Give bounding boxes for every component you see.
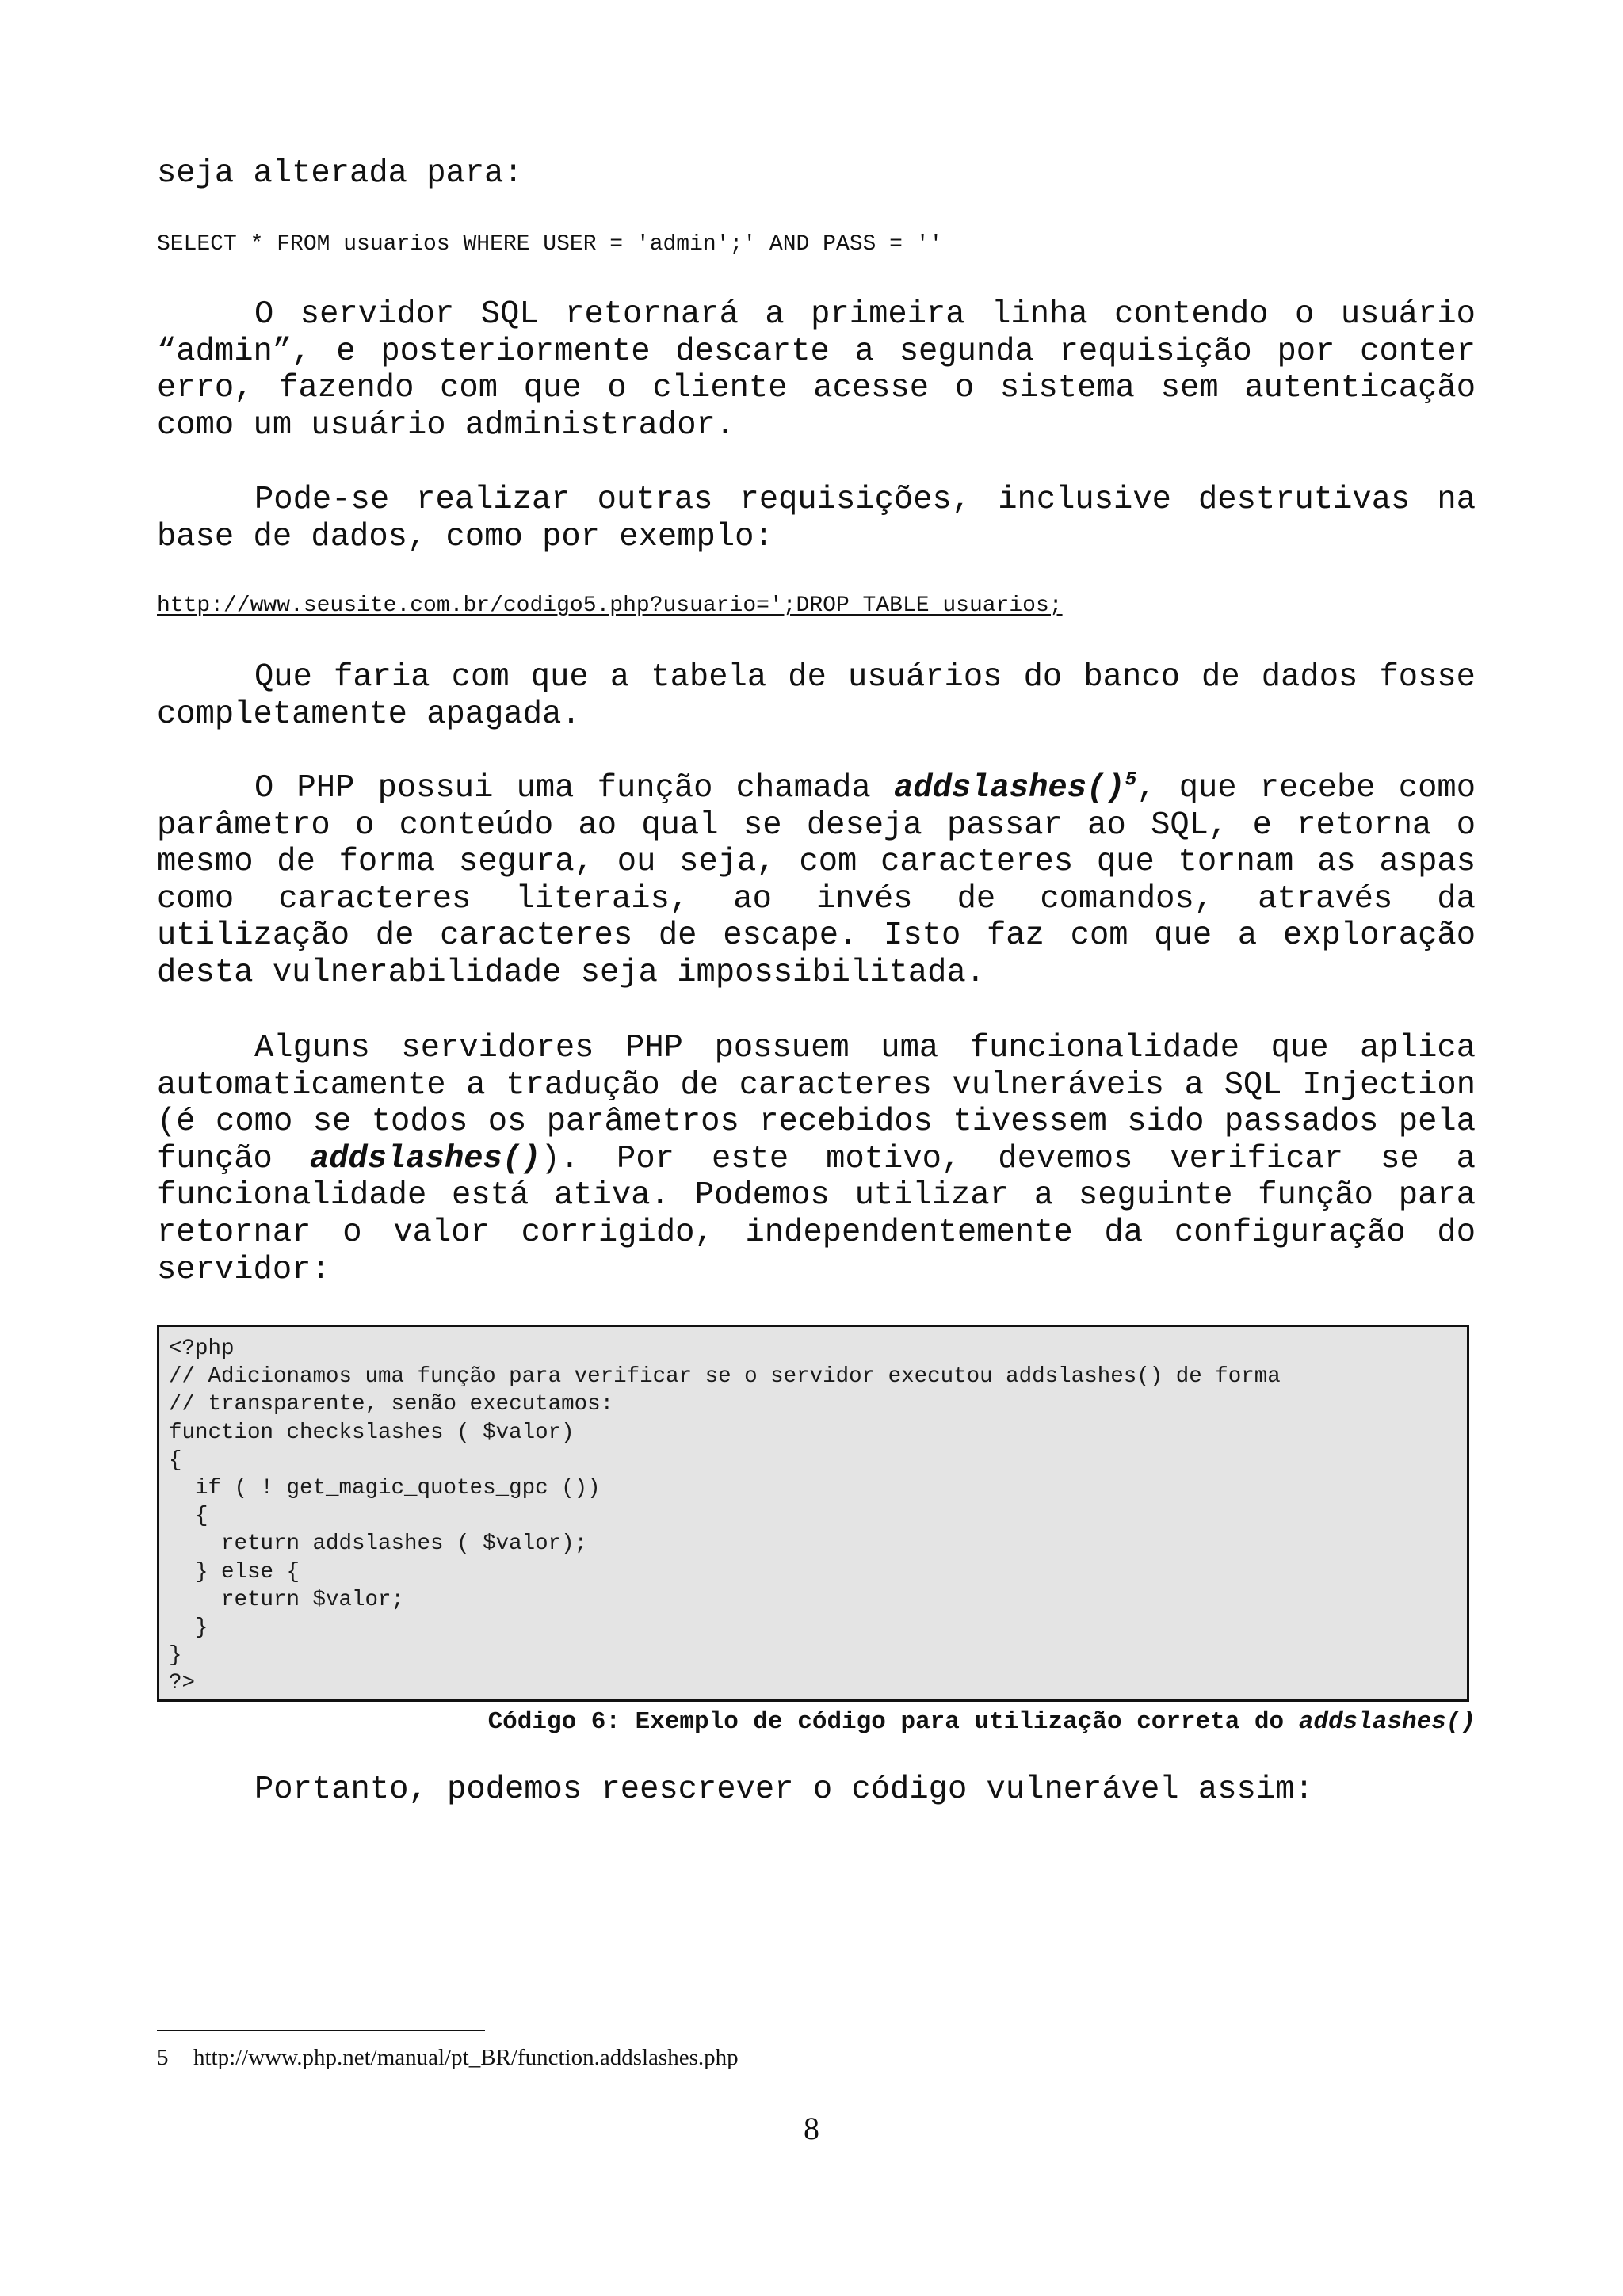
footnote-url[interactable]: http://www.php.net/manual/pt_BR/function.addslashes.php (193, 2045, 739, 2070)
code-listing-box (157, 1325, 1469, 1702)
page-number: 8 (804, 2111, 819, 2146)
code-caption (488, 1707, 1476, 1737)
caption-emph: addslashes() (1298, 1708, 1476, 1736)
paragraph-sql-result: O servidor SQL retornará a primeira linha contendo o usuário “admin”, e posteriormente descarte a segunda requisição por conter erro, fazendo com que o cliente acesse o sistema sem autenticação como um usuário administrador. (157, 296, 1476, 444)
code-listing: <?php // Adicionamos uma função para verificar se o servidor executou addslashes() de forma // transparente, senão executamos: function checkslashes ( $valor) { if ( ! get_magic_quotes_gpc ()) { return addslashes ( $valor); } else { return $valor; } } ?> (169, 1337, 1281, 1696)
footnote-ref[interactable]: 5 (1125, 769, 1137, 791)
paragraph-other-requests: Pode-se realizar outras requisições, inclusive destrutivas na base de dados, como por exemplo: (157, 482, 1476, 555)
caption-text: Código 6: Exemplo de código para utilização correta do (487, 1708, 1299, 1736)
p4-text-after: , que recebe como parâmetro o conteúdo ao qual se deseja passar ao SQL, e retorna o mesmo de forma segura, ou seja, com caracteres que tornam as aspas como caracteres literais, ao invés de comandos, através da utilização de caracteres de escape. Isto faz com que a exploração desta vulnerabilidade seja impossibilitada. (157, 770, 1476, 991)
footnote-number: 5 (157, 2045, 169, 2070)
paragraph-table-deleted: Que faria com que a tabela de usuários do banco de dados fosse completamente apagada. (157, 659, 1476, 733)
footnote-divider (157, 2030, 485, 2031)
sql-example: SELECT * FROM usuarios WHERE USER = 'admin';' AND PASS = '' (157, 232, 943, 257)
paragraph-magic-quotes (157, 1030, 1476, 1288)
p4-text-before: O PHP possui uma função chamada (254, 770, 894, 807)
addslashes-function-name: addslashes() (893, 770, 1125, 807)
intro-line: seja alterada para: (157, 155, 523, 192)
example-url-link[interactable]: http://www.seusite.com.br/codigo5.php?usuario=';DROP TABLE usuarios; (157, 593, 1063, 618)
p5-text-before: Alguns servidores PHP possuem uma funcionalidade que aplica automaticamente a tradução de caracteres vulneráveis a SQL Injection (é como se todos os parâmetros recebidos tivessem sido passados pela função (157, 1030, 1476, 1177)
paragraph-rewrite: Portanto, podemos reescrever o código vulnerável assim: (254, 1772, 1314, 1808)
p5-text-after: ). Por este motivo, devemos verificar se a funcionalidade está ativa. Podemos utilizar a seguinte função para retornar o valor corrigido, independentemente da configuração do servidor: (157, 1140, 1476, 1288)
addslashes-function-name-2: addslashes() (309, 1140, 541, 1177)
footnote (157, 2044, 739, 2071)
paragraph-addslashes (157, 770, 1476, 992)
